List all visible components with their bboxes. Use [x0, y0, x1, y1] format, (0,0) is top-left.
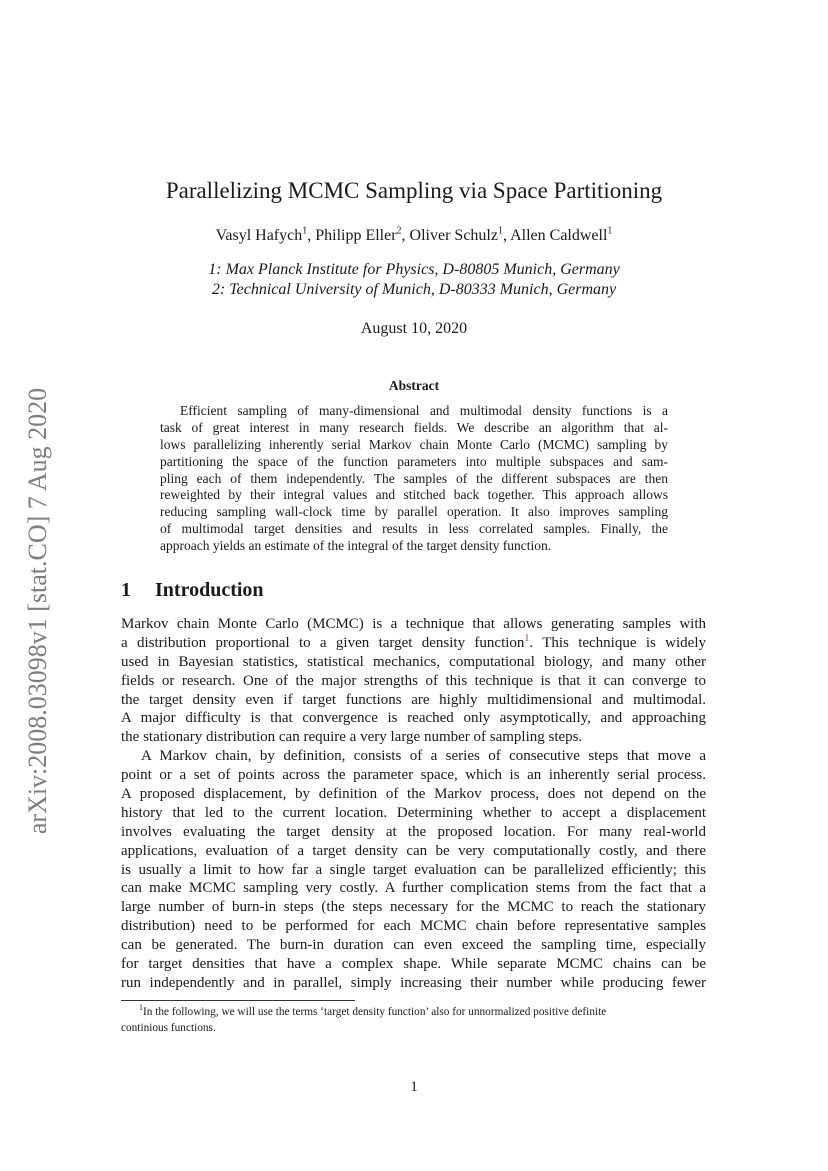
body-line: used in Bayesian statistics, statistical mechanics, computational biology, and many other	[121, 653, 706, 670]
arxiv-stamp	[16, 364, 60, 858]
abstract-body	[160, 403, 668, 555]
body-line	[121, 634, 706, 653]
abstract-line: reweighted by their integral values and stitched back together. This approach allows	[160, 487, 668, 503]
affiliation-1: 1: Max Planck Institute for Physics, D-80805 Munich, Germany	[208, 261, 620, 278]
body-line: the stationary distribution can require a very large number of sampling steps.	[121, 729, 583, 746]
author-affil-mark: 1	[497, 225, 503, 237]
author-affil-mark: 1	[607, 225, 613, 237]
body-line: large number of burn-in steps (the steps necessary for the MCMC to reach the stationary	[121, 899, 706, 916]
body-text	[121, 615, 706, 993]
paper-date: August 10, 2020	[360, 320, 468, 337]
section-heading	[121, 578, 721, 602]
body-line: involves evaluating the target density at the proposed location. For many real-world	[121, 823, 706, 840]
footnote-line	[121, 1005, 706, 1021]
body-line: can make MCMC sampling very costly. A further complication stems from the fact that a	[121, 880, 706, 897]
body-line: fields or research. One of the major strengths of this technique is that it can converge to	[121, 672, 706, 689]
body-line-part: a distribution proportional to a given target density function	[121, 634, 525, 651]
body-line: A Markov chain, by definition, consists of a series of consecutive steps that move a	[141, 748, 706, 765]
author-list: Vasyl Hafych$^1$, Philipp Eller$^2$, Oliver Schulz$^1$, Allen Caldwell$^1$	[215, 225, 613, 244]
footnote-rule	[121, 1000, 355, 1001]
body-line: history that led to the current location. Determining whether to accept a displacement	[121, 804, 706, 821]
paper-title: Parallelizing MCMC Sampling via Space Partitioning	[165, 178, 663, 203]
body-line: applications, evaluation of a target density can be very computationally costly, and there	[121, 842, 706, 859]
abstract-line: partitioning the space of the function parameters into multiple subspaces and sam-	[160, 453, 668, 469]
abstract-heading: Abstract	[388, 378, 440, 393]
body-line: distribution) need to be performed for each MCMC chain before representative samples	[121, 918, 706, 935]
body-line-part: . This technique is widely	[529, 634, 706, 651]
footnote-link[interactable]: 1	[524, 632, 530, 644]
author-name: Allen Caldwell	[510, 227, 608, 244]
footnote-line: continious functions.	[121, 1021, 216, 1034]
footnote-mark: 1	[139, 1003, 143, 1013]
abstract-line: pling each of them independently. The samples of the different subspaces are then	[160, 470, 668, 486]
author-affil-mark: 2	[396, 225, 402, 237]
body-line: can be generated. The burn-in duration can even exceed the sampling time, especially	[121, 937, 706, 954]
footnote	[121, 1005, 706, 1036]
arxiv-stamp-text: arXiv:2008.03098v1 [stat.CO] 7 Aug 2020	[23, 387, 52, 835]
body-line: A proposed displacement, by definition of the Markov process, does not depend on the	[121, 786, 706, 803]
author-name: Oliver Schulz	[409, 227, 498, 244]
author-name: Vasyl Hafych	[215, 227, 303, 244]
body-line: run independently and in parallel, simply increasing their number while producing fewer	[121, 974, 706, 991]
footnote-text: In the following, we will use the terms ‘target density function’ also for unnormalized positive definite	[143, 1006, 607, 1018]
body-line: Markov chain Monte Carlo (MCMC) is a technique that allows generating samples with	[121, 616, 706, 632]
body-line: for target densities that have a complex shape. While separate MCMC chains can be	[121, 956, 706, 973]
body-line: the target density even if target functions are highly multidimensional and multimodal.	[121, 691, 706, 708]
body-line: is usually a limit to how far a single target evaluation can be parallelized efficiently; this	[121, 861, 706, 878]
page-number: 1	[410, 1079, 418, 1095]
body-line: point or a set of points across the parameter space, which is an inherently serial process.	[121, 767, 706, 784]
abstract-line: of multimodal target densities and results in less correlated samples. Finally, the	[160, 521, 668, 537]
abstract-line: lows parallelizing inherently serial Markov chain Monte Carlo (MCMC) sampling by	[160, 436, 668, 452]
affiliation-2: 2: Technical University of Munich, D-80333 Munich, Germany	[211, 281, 617, 298]
author-affil-mark: 1	[302, 225, 308, 237]
abstract-line: task of great interest in many research fields. We describe an algorithm that al-	[160, 419, 668, 435]
section-title: Introduction	[155, 579, 264, 601]
abstract-line: approach yields an estimate of the integral of the target density function.	[160, 538, 552, 554]
section-number: 1	[121, 579, 131, 601]
author-name: Philipp Eller	[315, 227, 397, 244]
abstract-line: reducing sampling wall-clock time by parallel operation. It also improves sampling	[160, 504, 668, 520]
body-line: A major difficulty is that convergence is reached only asymptotically, and approaching	[121, 710, 706, 727]
abstract-line: Efficient sampling of many-dimensional and multimodal density functions is a	[180, 403, 668, 418]
